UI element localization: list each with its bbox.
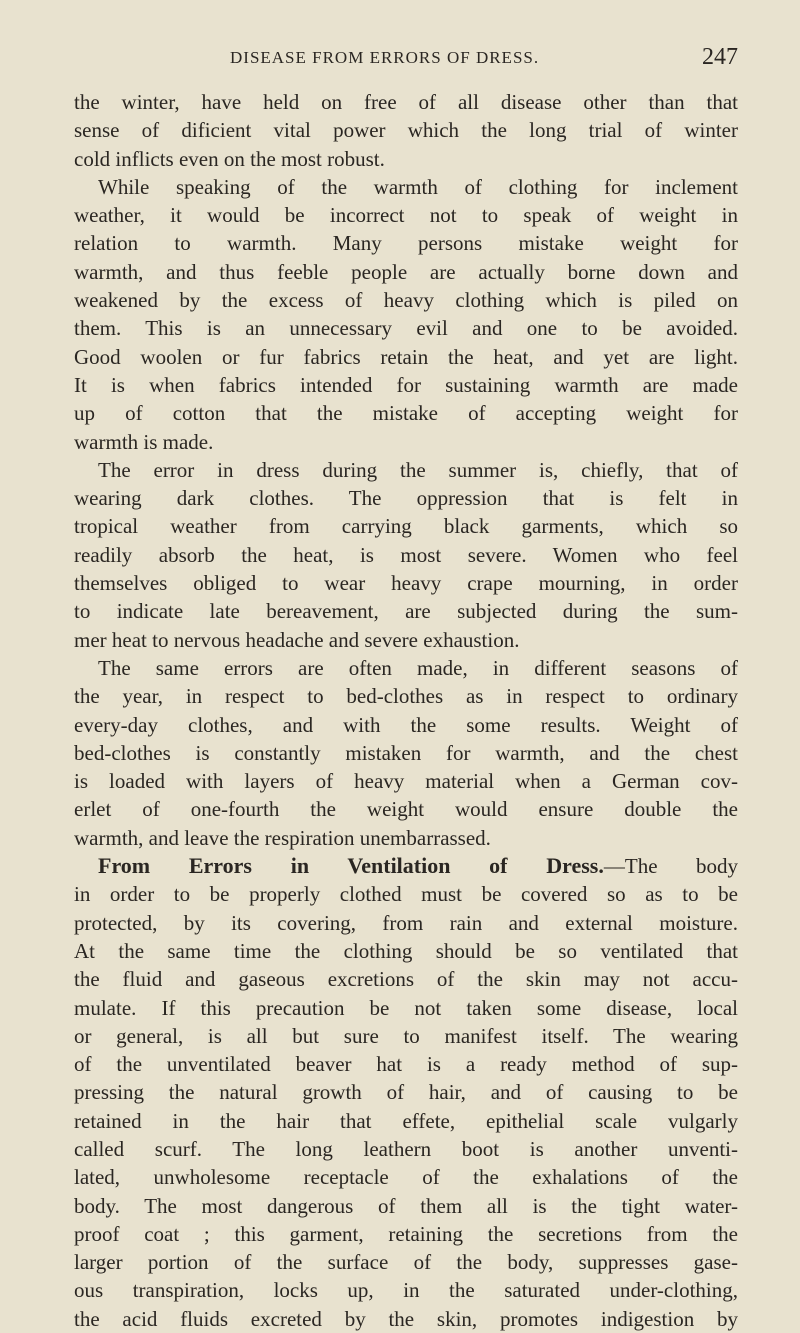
text-line: up of cotton that the mistake of accepting weight for <box>74 401 738 426</box>
text-line: While speaking of the warmth of clothing for inclement <box>98 174 738 199</box>
text-line: to indicate late bereavement, are subjected during the sum- <box>74 599 738 624</box>
text-line: warmth is made. <box>74 429 214 454</box>
section-first-line-rest: —The body <box>603 854 738 879</box>
text-line: readily absorb the heat, is most severe. Women who feel <box>74 542 738 567</box>
text-line: the acid fluids excreted by the skin, promotes indigestion by <box>74 1306 738 1331</box>
text-line: every-day clothes, and with the some results. Weight of <box>74 712 738 737</box>
text-line: the winter, have held on free of all disease other than that <box>74 90 738 114</box>
text-line: is loaded with layers of heavy material when a German cov- <box>74 769 738 794</box>
text-line: weakened by the excess of heavy clothing which is piled on <box>74 288 738 313</box>
text-line: At the same time the clothing should be so ventilated that <box>74 938 738 963</box>
running-head <box>74 40 738 76</box>
text-line: retained in the hair that effete, epithelial scale vulgarly <box>74 1108 738 1133</box>
text-line: warmth, and leave the respiration unembarrassed. <box>74 825 491 850</box>
text-line: erlet of one-fourth the weight would ensure double the <box>74 797 738 822</box>
section-first-line <box>74 852 738 880</box>
text-line: ous transpiration, locks up, in the saturated under-clothing, <box>74 1278 738 1303</box>
text-line: The error in dress during the summer is, chiefly, that of <box>98 457 738 482</box>
text-line: mulate. If this precaution be not taken some disease, local <box>74 995 738 1020</box>
text-line: sense of dificient vital power which the long trial of winter <box>74 118 738 143</box>
text-line: or general, is all but sure to manifest itself. The wearing <box>74 1023 738 1048</box>
text-line: cold inflicts even on the most robust. <box>74 146 385 171</box>
text-line: called scurf. The long leathern boot is another unventi- <box>74 1136 738 1161</box>
text-line: pressing the natural growth of hair, and of causing to be <box>74 1080 738 1105</box>
text-line: protected, by its covering, from rain and external moisture. <box>74 910 738 935</box>
text-line: mer heat to nervous headache and severe exhaustion. <box>74 627 520 652</box>
text-line: The same errors are often made, in different seasons of <box>98 655 738 680</box>
text-line: tropical weather from carrying black garments, which so <box>74 514 738 539</box>
text-line: proof coat ; this garment, retaining the secretions from the <box>74 1221 738 1246</box>
text-line: the year, in respect to bed-clothes as in respect to ordinary <box>74 684 738 709</box>
section-heading: From Errors in Ventilation of Dress. <box>98 853 604 879</box>
text-line: larger portion of the surface of the body, suppresses gase- <box>74 1250 738 1275</box>
text-line: them. This is an unnecessary evil and one to be avoided. <box>74 316 738 341</box>
text-line: relation to warmth. Many persons mistake weight for <box>74 231 738 256</box>
body-text <box>74 88 738 1333</box>
text-line: body. The most dangerous of them all is the tight water- <box>74 1193 738 1218</box>
text-line: in order to be properly clothed must be covered so as to be <box>74 882 738 907</box>
page-number: 247 <box>702 44 738 70</box>
text-line: of the unventilated beaver hat is a ready method of sup- <box>74 1052 738 1077</box>
text-line: the fluid and gaseous excretions of the skin may not accu- <box>74 967 738 992</box>
text-line: weather, it would be incorrect not to speak of weight in <box>74 203 738 228</box>
text-line: bed-clothes is constantly mistaken for warmth, and the chest <box>74 740 738 765</box>
text-line: warmth, and thus feeble people are actually borne down and <box>74 259 738 284</box>
text-line: themselves obliged to wear heavy crape mourning, in order <box>74 571 738 596</box>
text-line: lated, unwholesome receptacle of the exhalations of the <box>74 1165 738 1190</box>
running-title: DISEASE FROM ERRORS OF DRESS. <box>230 48 540 67</box>
text-line: wearing dark clothes. The oppression that is felt in <box>74 486 738 511</box>
text-line: It is when fabrics intended for sustaining warmth are made <box>74 372 738 397</box>
text-line: Good woolen or fur fabrics retain the heat, and yet are light. <box>74 344 738 369</box>
